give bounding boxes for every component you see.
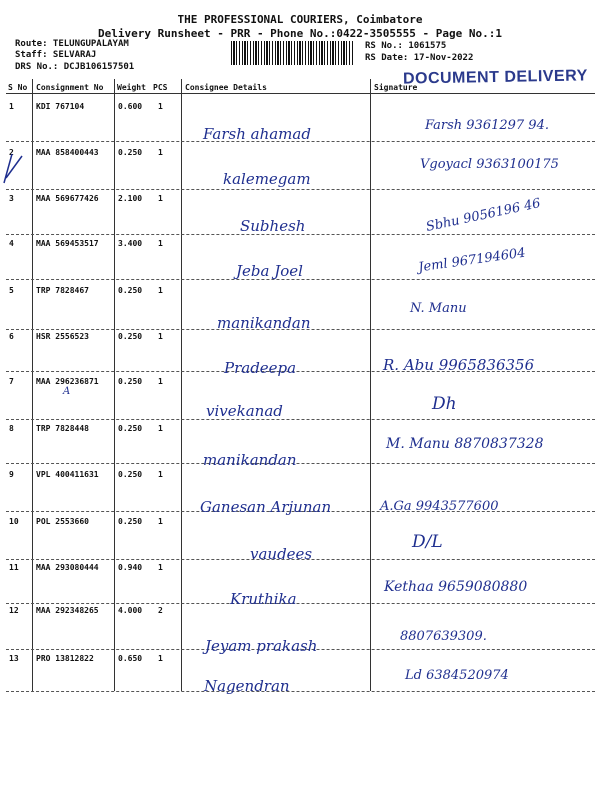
row-signature: 8807639309. — [400, 629, 487, 644]
drs-number: DRS No.: DCJB106157501 — [15, 62, 135, 72]
row-signature: Dh — [432, 394, 457, 414]
row-pcs: 1 — [158, 102, 163, 111]
row-weight: 0.250 — [118, 286, 143, 295]
row-sno: 4 — [9, 239, 14, 248]
row-weight: 0.250 — [118, 332, 143, 341]
row-consignee: Nagendran — [204, 677, 290, 695]
col-signature: Signature — [374, 83, 418, 92]
row-consignee: Kruthika — [230, 590, 297, 608]
col-consignment: Consignment No — [36, 83, 104, 92]
row-consignee: Jeyam prakash — [205, 637, 318, 655]
row-sno: 9 — [9, 470, 14, 479]
row-sno: 6 — [9, 332, 14, 341]
row-signature: D/L — [412, 532, 443, 552]
row-consignee: kalemegam — [223, 170, 311, 188]
row-consignment: VPL 400411631 — [36, 470, 99, 479]
row-pcs: 2 — [158, 606, 163, 615]
row-signature: Ld 6384520974 — [405, 668, 509, 683]
row-signature: N. Manu — [410, 301, 467, 316]
row-consignment: TRP 7828448 — [36, 424, 89, 433]
col-weight: Weight — [117, 83, 146, 92]
barcode — [231, 41, 353, 65]
row-sno: 12 — [9, 606, 19, 615]
row-signature: M. Manu 8870837328 — [386, 436, 544, 452]
check-mark-icon — [2, 150, 26, 185]
row-signature: A.Ga 9943577600 — [380, 499, 499, 514]
row-consignment: TRP 7828467 — [36, 286, 89, 295]
row-sno: 11 — [9, 563, 19, 572]
row-sno: 2 — [9, 148, 14, 157]
row-pcs: 1 — [158, 654, 163, 663]
row-pcs: 1 — [158, 148, 163, 157]
row-consignment: HSR 2556523 — [36, 332, 89, 341]
row-weight: 3.400 — [118, 239, 143, 248]
row-pcs: 1 — [158, 286, 163, 295]
row-consignment: MAA 293080444 — [36, 563, 99, 572]
row-signature: Sbhu 9056196 46 — [424, 196, 542, 235]
row-sno: 5 — [9, 286, 14, 295]
row-sno: 10 — [9, 517, 19, 526]
row-consignee: Pradeepa — [224, 359, 297, 377]
company-title: THE PROFESSIONAL COURIERS, Coimbatore — [177, 13, 423, 26]
row-consignment: MAA 296236871 — [36, 377, 99, 386]
runsheet-title: Delivery Runsheet - PRR - Phone No.:0422-3505555 - Page No.:1 — [98, 27, 502, 40]
row-weight: 2.100 — [118, 194, 143, 203]
row-weight: 4.000 — [118, 606, 143, 615]
pen-mark: A — [63, 386, 71, 397]
row-weight: 0.600 — [118, 102, 143, 111]
row-pcs: 1 — [158, 377, 163, 386]
col-pcs: PCS — [153, 83, 168, 92]
rs-number: RS No.: 1061575 — [365, 41, 447, 51]
row-signature: Farsh 9361297 94. — [425, 118, 549, 133]
row-signature: Kethaa 9659080880 — [384, 579, 528, 595]
row-consignment: KDI 767104 — [36, 102, 85, 111]
row-sno: 1 — [9, 102, 14, 111]
row-pcs: 1 — [158, 332, 163, 341]
row-weight: 0.250 — [118, 424, 143, 433]
row-weight: 0.650 — [118, 654, 143, 663]
row-consignee: Farsh ahamad — [203, 125, 311, 143]
row-pcs: 1 — [158, 470, 163, 479]
row-signature: Jeml 967194604 — [417, 245, 527, 276]
row-consignment: MAA 569677426 — [36, 194, 99, 203]
row-pcs: 1 — [158, 239, 163, 248]
row-sno: 3 — [9, 194, 14, 203]
row-sno: 7 — [9, 377, 14, 386]
row-consignee: vivekanad — [206, 402, 283, 420]
staff-label: Staff: SELVARAJ — [15, 50, 97, 60]
row-weight: 0.250 — [118, 517, 143, 526]
row-consignment: MAA 858400443 — [36, 148, 99, 157]
row-consignment: MAA 569453517 — [36, 239, 99, 248]
row-consignee: Ganesan Arjunan — [200, 498, 332, 516]
row-weight: 0.250 — [118, 148, 143, 157]
row-consignment: PRO 13812822 — [36, 654, 94, 663]
row-pcs: 1 — [158, 517, 163, 526]
row-pcs: 1 — [158, 194, 163, 203]
row-weight: 0.940 — [118, 563, 143, 572]
col-consignee: Consignee Details — [185, 83, 267, 92]
row-weight: 0.250 — [118, 470, 143, 479]
row-sno: 8 — [9, 424, 14, 433]
row-consignment: MAA 292348265 — [36, 606, 99, 615]
row-consignee: manikandan — [217, 314, 311, 332]
row-signature: Vgoyacl 9363100175 — [420, 157, 559, 172]
row-pcs: 1 — [158, 424, 163, 433]
row-consignee: Subhesh — [240, 217, 306, 235]
row-signature: R. Abu 9965836356 — [383, 356, 535, 374]
row-consignee: manikandan — [203, 451, 297, 469]
rs-date: RS Date: 17-Nov-2022 — [365, 53, 474, 63]
row-sno: 13 — [9, 654, 19, 663]
row-consignment: POL 2553660 — [36, 517, 89, 526]
route-label: Route: TELUNGUPALAYAM — [15, 39, 129, 49]
document-delivery-stamp: DOCUMENT DELIVERY — [402, 67, 588, 88]
row-consignee: vaudees — [250, 545, 313, 563]
col-sno: S No — [8, 83, 28, 92]
row-consignee: Jeba Joel — [236, 262, 303, 280]
row-pcs: 1 — [158, 563, 163, 572]
row-weight: 0.250 — [118, 377, 143, 386]
